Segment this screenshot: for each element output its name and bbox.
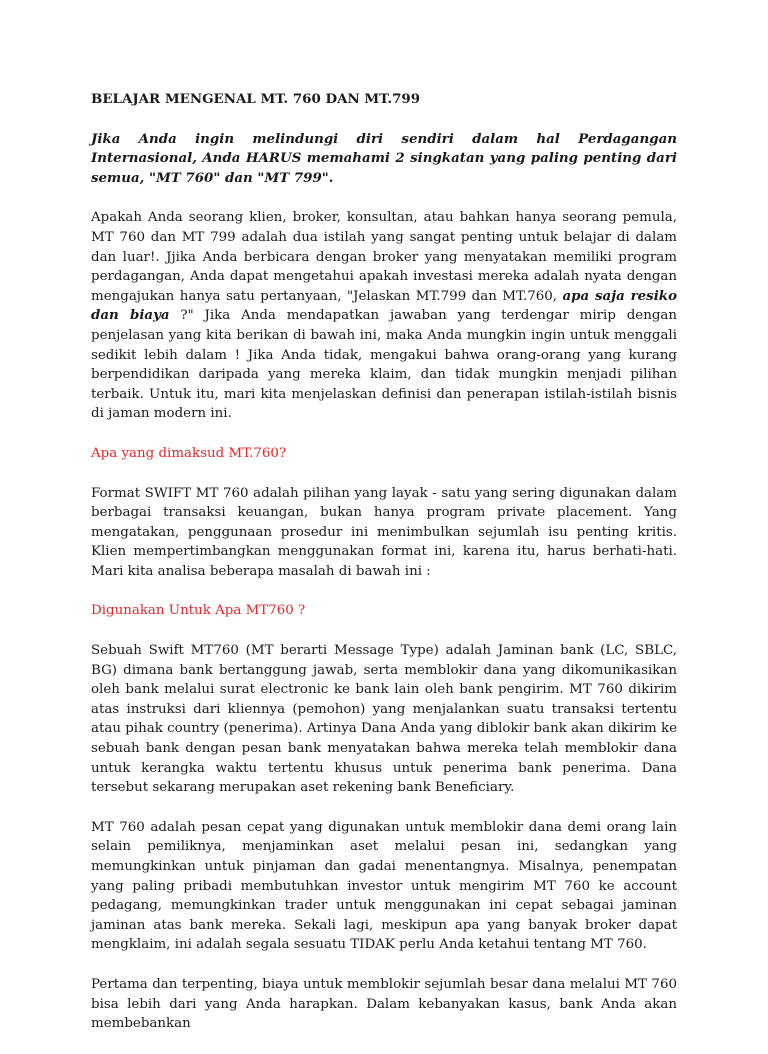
paragraph-4: MT 760 adalah pesan cepat yang digunakan untuk memblokir dana demi orang lain selain pemiliknya, menjaminkan aset melalui pesan ini, sedangkan yang memungkinkan untuk pinjaman dan gadai menentangnya. Misalnya, penempatan yang paling pribadi membutuhkan investor untuk mengirim MT 760 ke account pedagang, memungkinkan trader untuk menggunakan ini cepat sebagai jaminan jaminan atas bank mereka. Sekali lagi, meskipun apa yang banyak broker dapat mengklaim, ini adalah segala sesuatu TIDAK perlu Anda ketahui tentang MT 760.: [91, 819, 677, 953]
document-title: BELAJAR MENGENAL MT. 760 DAN MT.799: [91, 91, 421, 107]
paragraph-3: Sebuah Swift MT760 (MT berarti Message Type) adalah Jaminan bank (LC, SBLC, BG) dimana bank bertanggung jawab, serta memblokir dana yang dikomunikasikan oleh bank melalui surat electronic ke bank lain oleh bank pengirim. MT 760 dikirim atas instruksi dari kliennya (pemohon) yang menjalankan suatu transaksi tertentu atau pihak country (penerima). Artinya Dana Anda yang diblokir bank akan dikirim ke sebuah bank dengan pesan bank menyatakan bahwa mereka telah memblokir dana untuk kerangka waktu tertentu khusus untuk penerima bank penerima. Dana tersebut sekarang merupakan aset rekening bank Beneficiary.: [91, 643, 677, 796]
paragraph-1: [91, 208, 677, 424]
paragraph-1-text-b: ?" Jika Anda mendapatkan jawaban yang terdengar mirip dengan penjelasan yang kita berikan di bawah ini, maka Anda mungkin ingin untuk menggali sedikit lebih dalam ! Jika Anda tidak, mengakui bahwa orang-orang yang kurang berpendidikan daripada yang mereka klaim, dan tidak mungkin menjadi pilihan terbaik. Untuk itu, mari kita menjelaskan definisi dan penerapan istilah-istilah bisnis di jaman modern ini.: [91, 308, 677, 422]
paragraph-1-text-a: Apakah Anda seorang klien, broker, konsultan, atau bahkan hanya seorang pemula, MT 760 dan MT 799 adalah dua istilah yang sangat penting untuk belajar di dalam dan luar!. Jjika Anda berbicara dengan broker yang menyatakan memiliki program perdagangan, Anda dapat mengetahui apakah investasi mereka adalah nyata dengan mengajukan hanya satu pertanyaan, "Jelaskan MT.799 dan MT.760,: [91, 210, 677, 304]
intro-paragraph: Jika Anda ingin melindungi diri sendiri dalam hal Perdagangan Internasional, Anda HARUS memahami 2 singkatan yang paling penting dari semua, "MT 760" dan "MT 799".: [91, 130, 677, 186]
paragraph-1-emphasis: apa saja resiko dan biaya: [91, 287, 677, 324]
document-page: [91, 90, 677, 1054]
section-heading-1: Apa yang dimaksud MT.760?: [91, 445, 287, 461]
section-heading-2: Digunakan Untuk Apa MT760 ?: [91, 603, 306, 619]
paragraph-5: Pertama dan terpenting, biaya untuk memblokir sejumlah besar dana melalui MT 760 bisa lebih dari yang Anda harapkan. Dalam kebanyakan kasus, bank Anda akan membebankan: [91, 976, 677, 1032]
paragraph-2: Format SWIFT MT 760 adalah pilihan yang layak - satu yang sering digunakan dalam berbagai transaksi keuangan, bukan hanya program private placement. Yang mengatakan, penggunaan prosedur ini menimbulkan sejumlah isu penting kritis. Klien mempertimbangkan menggunakan format ini, karena itu, harus berhati-hati. Mari kita analisa beberapa masalah di bawah ini :: [91, 485, 677, 579]
